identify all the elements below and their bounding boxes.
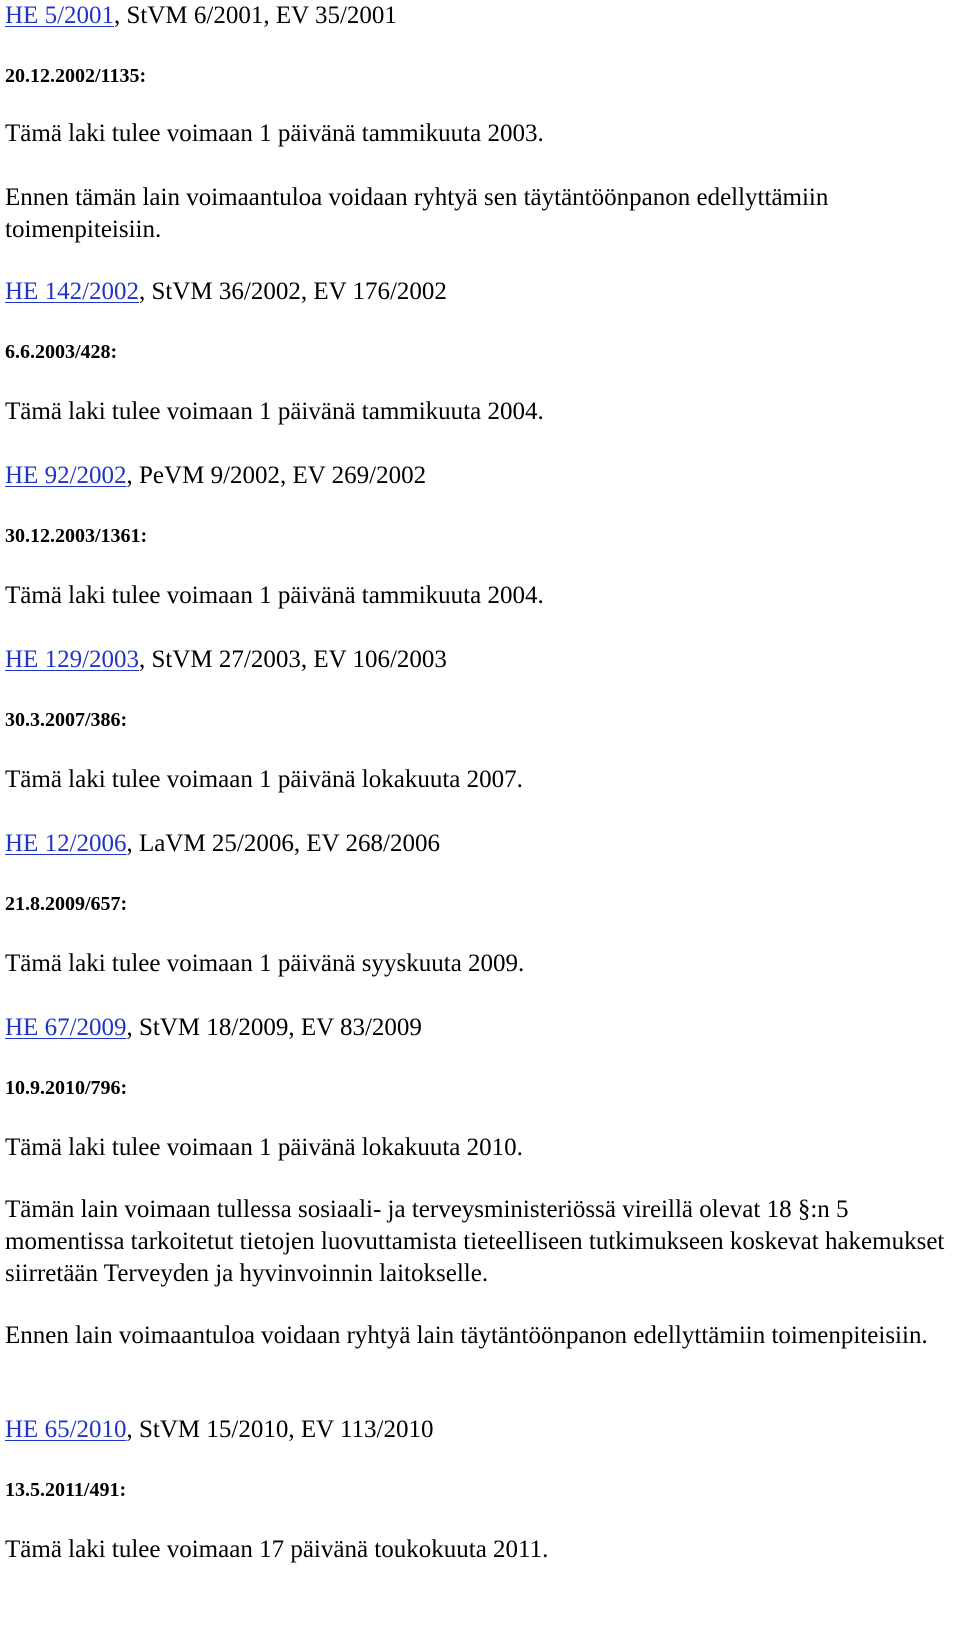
- entry-into-force-text: Tämä laki tulee voimaan 1 päivänä tammikuuta 2004.: [5, 398, 544, 425]
- transitional-provision-text: Tämän lain voimaan tullessa sosiaali- ja terveysministeriössä vireillä olevat 18 §:n 5 momentissa tarkoitetut tietojen luovuttamista tieteelliseen tutkimukseen koskevat hakemukset siirretään Terveyden ja hyvinvoinnin laitokselle.: [5, 1196, 945, 1287]
- entry-into-force-text: Tämä laki tulee voimaan 1 päivänä syyskuuta 2009.: [5, 950, 525, 977]
- government-proposal-link[interactable]: HE 67/2009: [5, 1014, 127, 1041]
- amendment-date: 20.12.2002/1135:: [5, 65, 147, 87]
- reference-rest: , LaVM 25/2006, EV 268/2006: [126, 830, 440, 857]
- transitional-provision-text: Ennen lain voimaantuloa voidaan ryhtyä lain täytäntöönpanon edellyttämiin toimenpiteisiin.: [5, 1322, 928, 1349]
- reference-rest: , StVM 36/2002, EV 176/2002: [139, 278, 447, 305]
- government-proposal-link[interactable]: HE 129/2003: [5, 646, 140, 673]
- entry-into-force-text: Tämä laki tulee voimaan 17 päivänä toukokuuta 2011.: [5, 1536, 549, 1563]
- amendment-date: 10.9.2010/796:: [5, 1077, 128, 1099]
- entry-into-force-text: Tämä laki tulee voimaan 1 päivänä tammikuuta 2004.: [5, 582, 544, 609]
- amendment-date: 21.8.2009/657:: [5, 893, 128, 915]
- amendment-date: 6.6.2003/428:: [5, 341, 118, 363]
- government-proposal-link[interactable]: HE 65/2010: [5, 1416, 127, 1443]
- reference-rest: , PeVM 9/2002, EV 269/2002: [126, 462, 427, 489]
- government-proposal-link[interactable]: HE 142/2002: [5, 278, 140, 305]
- transitional-provision-text: Ennen tämän lain voimaantuloa voidaan ryhtyä sen täytäntöönpanon edellyttämiin toimenpiteisiin.: [5, 184, 829, 243]
- reference-rest: , StVM 18/2009, EV 83/2009: [126, 1014, 422, 1041]
- reference-line: [5, 828, 952, 860]
- reference-line: [5, 460, 952, 492]
- government-proposal-link[interactable]: HE 92/2002: [5, 462, 127, 489]
- amendment-date: 30.3.2007/386:: [5, 709, 128, 731]
- entry-into-force-text: Tämä laki tulee voimaan 1 päivänä tammikuuta 2003.: [5, 120, 544, 147]
- reference-line: [5, 1012, 952, 1044]
- entry-into-force-text: Tämä laki tulee voimaan 1 päivänä lokakuuta 2007.: [5, 766, 523, 793]
- reference-rest: , StVM 27/2003, EV 106/2003: [139, 646, 447, 673]
- reference-rest: , StVM 6/2001, EV 35/2001: [114, 2, 397, 29]
- government-proposal-link[interactable]: HE 5/2001: [5, 2, 115, 29]
- amendment-date: 30.12.2003/1361:: [5, 525, 148, 547]
- amendment-date: 13.5.2011/491:: [5, 1479, 127, 1501]
- entry-into-force-text: Tämä laki tulee voimaan 1 päivänä lokakuuta 2010.: [5, 1134, 523, 1161]
- reference-line: [5, 276, 952, 308]
- reference-line: [5, 0, 952, 32]
- government-proposal-link[interactable]: HE 12/2006: [5, 830, 127, 857]
- reference-line: [5, 644, 952, 676]
- reference-rest: , StVM 15/2010, EV 113/2010: [126, 1416, 434, 1443]
- reference-line: [5, 1414, 952, 1446]
